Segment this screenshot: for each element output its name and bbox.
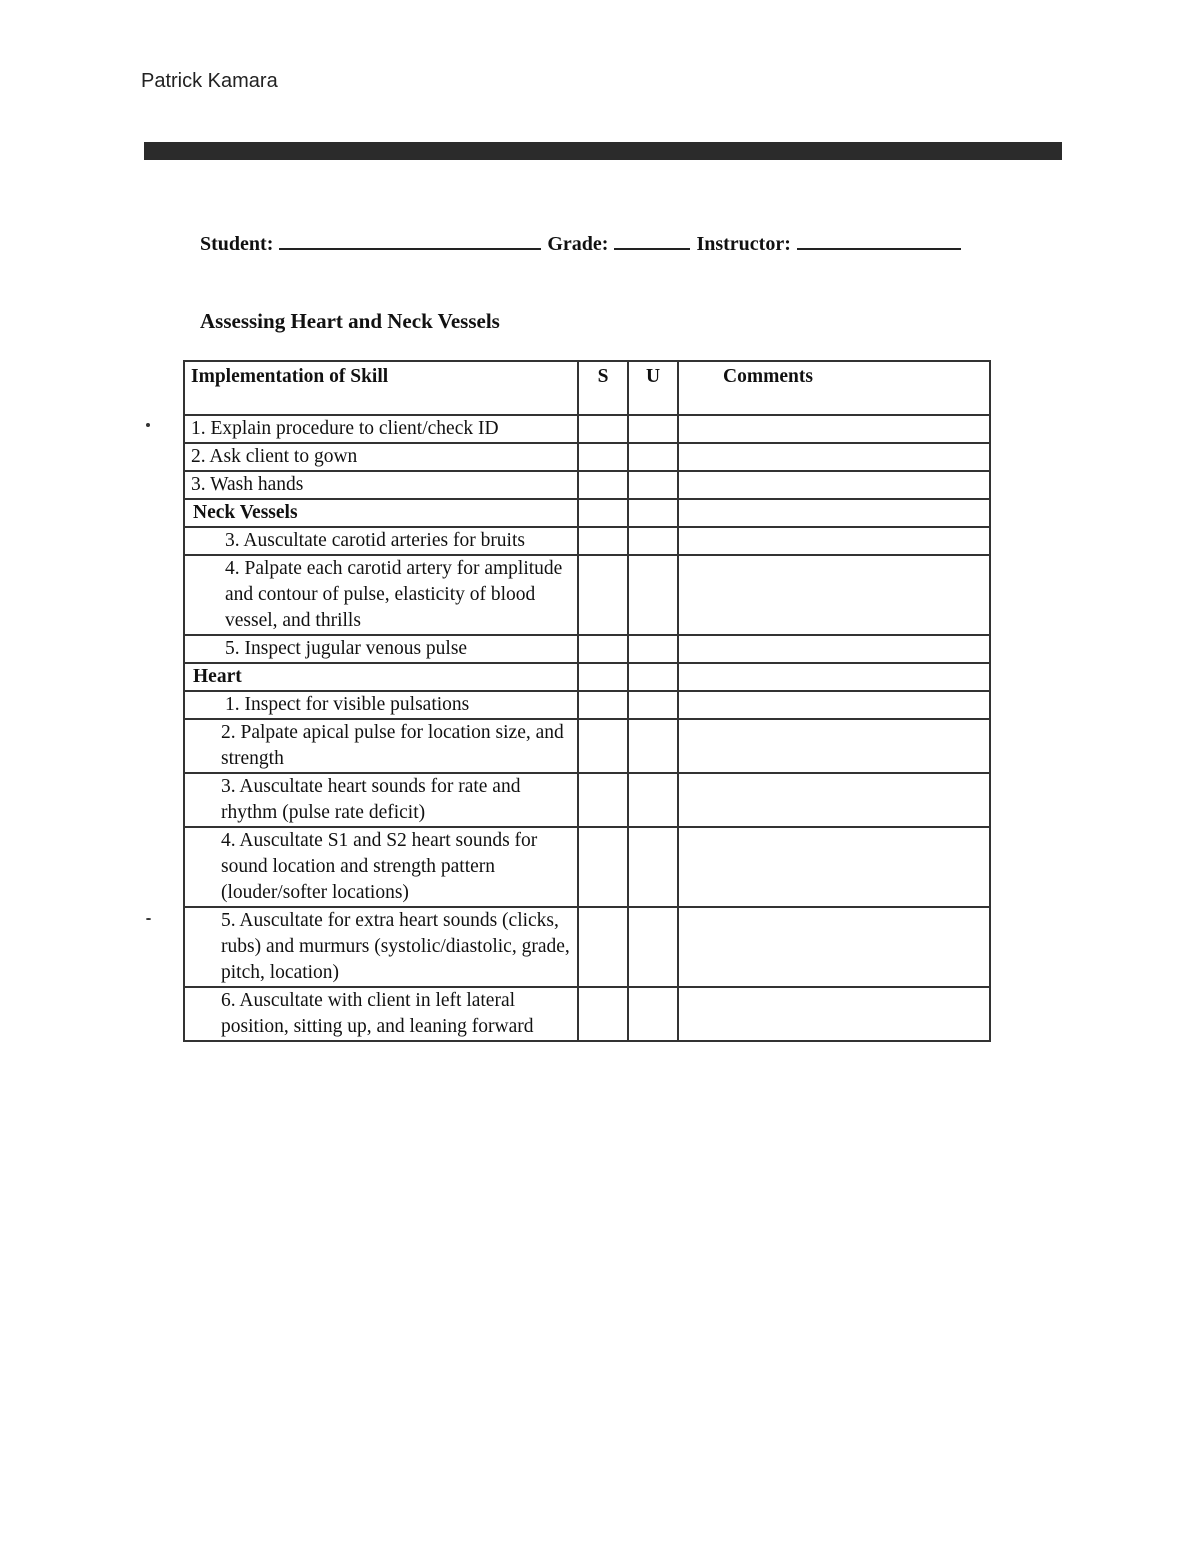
u-cell[interactable] [628,471,678,499]
comments-cell[interactable] [678,773,990,827]
u-cell[interactable] [628,907,678,987]
scan-mark [146,423,150,427]
u-cell[interactable] [628,635,678,663]
u-cell[interactable] [628,719,678,773]
header-u: U [628,361,678,415]
skills-checklist-table [183,360,991,1042]
u-cell[interactable] [628,415,678,443]
s-cell[interactable] [578,987,628,1041]
scan-mark [146,918,151,920]
header-comments: Comments [678,361,990,415]
instructor-field[interactable] [797,230,961,250]
instructor-label: Instructor: [696,233,791,255]
u-cell[interactable] [628,691,678,719]
comments-cell[interactable] [678,691,990,719]
u-cell[interactable] [628,555,678,635]
u-cell[interactable] [628,773,678,827]
s-cell[interactable] [578,527,628,555]
comments-cell[interactable] [678,415,990,443]
s-cell[interactable] [578,827,628,907]
student-info-fields [200,230,967,256]
s-cell[interactable] [578,907,628,987]
skill-cell: 4. Auscultate S1 and S2 heart sounds for sound location and strength pattern (louder/softer locations) [184,827,578,907]
table-row [184,527,990,555]
skill-cell: 2. Palpate apical pulse for location size, and strength [184,719,578,773]
skill-cell: 5. Auscultate for extra heart sounds (clicks, rubs) and murmurs (systolic/diastolic, grade, pitch, location) [184,907,578,987]
skill-cell: 6. Auscultate with client in left lateral position, sitting up, and leaning forward [184,987,578,1041]
header-skill: Implementation of Skill [184,361,578,415]
table-row [184,635,990,663]
comments-cell[interactable] [678,719,990,773]
table-row [184,719,990,773]
section-heading: Heart [184,663,578,691]
table-row [184,773,990,827]
comments-cell[interactable] [678,443,990,471]
comments-cell [678,663,990,691]
s-cell[interactable] [578,773,628,827]
comments-cell [678,499,990,527]
grade-field[interactable] [614,230,690,250]
s-cell[interactable] [578,691,628,719]
u-cell[interactable] [628,443,678,471]
comments-cell[interactable] [678,527,990,555]
skill-cell: 3. Wash hands [184,471,578,499]
comments-cell[interactable] [678,827,990,907]
table-row [184,987,990,1041]
comments-cell[interactable] [678,555,990,635]
u-cell[interactable] [628,827,678,907]
table-row [184,555,990,635]
table-row [184,471,990,499]
s-cell[interactable] [578,471,628,499]
comments-cell[interactable] [678,471,990,499]
u-cell[interactable] [628,987,678,1041]
s-cell[interactable] [578,719,628,773]
form-title: Assessing Heart and Neck Vessels [200,309,500,333]
table-row [184,907,990,987]
student-label: Student: [200,233,274,255]
s-cell[interactable] [578,555,628,635]
skill-cell: 5. Inspect jugular venous pulse [184,635,578,663]
s-cell[interactable] [578,635,628,663]
skill-cell: 3. Auscultate heart sounds for rate and rhythm (pulse rate deficit) [184,773,578,827]
skill-cell: 1. Explain procedure to client/check ID [184,415,578,443]
s-cell [578,499,628,527]
u-cell [628,663,678,691]
table-row [184,827,990,907]
table-row [184,443,990,471]
section-row [184,663,990,691]
s-cell[interactable] [578,443,628,471]
skill-cell: 1. Inspect for visible pulsations [184,691,578,719]
u-cell[interactable] [628,527,678,555]
header-s: S [578,361,628,415]
table-header-row [184,361,990,415]
skill-cell: 3. Auscultate carotid arteries for bruits [184,527,578,555]
skill-cell: 4. Palpate each carotid artery for amplitude and contour of pulse, elasticity of blood vessel, and thrills [184,555,578,635]
page-header-author: Patrick Kamara [141,70,278,92]
section-heading: Neck Vessels [184,499,578,527]
header-bar [144,142,1062,160]
student-field[interactable] [279,230,541,250]
s-cell [578,663,628,691]
comments-cell[interactable] [678,635,990,663]
comments-cell[interactable] [678,987,990,1041]
table-row [184,415,990,443]
section-row [184,499,990,527]
u-cell [628,499,678,527]
s-cell[interactable] [578,415,628,443]
grade-label: Grade: [547,233,609,255]
table-row [184,691,990,719]
comments-cell[interactable] [678,907,990,987]
skill-cell: 2. Ask client to gown [184,443,578,471]
